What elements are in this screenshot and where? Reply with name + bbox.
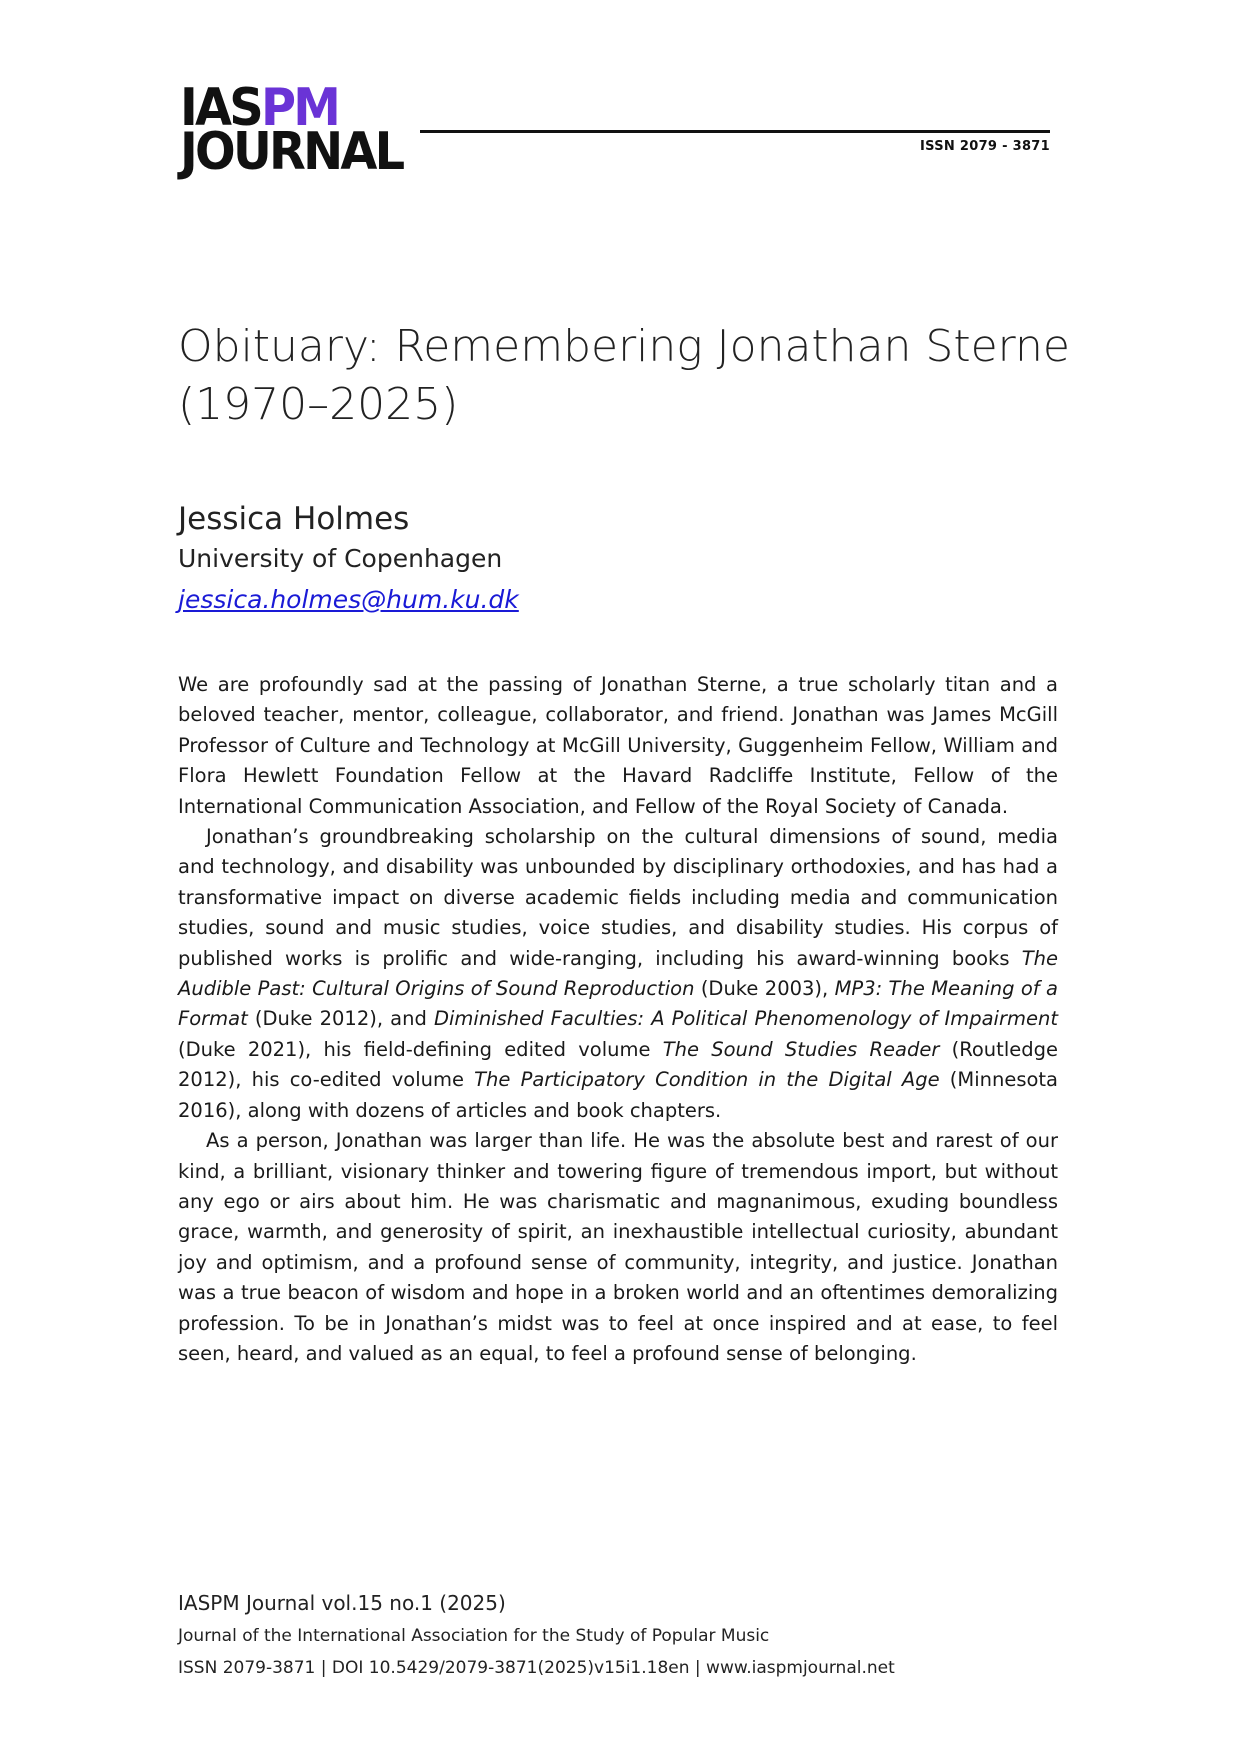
book-title: Diminished Faculties: A Political Phenomenology of Impairment [433,1007,1058,1031]
journal-logo [180,78,440,186]
paragraph-text: (Minnesota 2016), along with dozens of articles and book chapters. [178,1068,1059,1122]
header-rule [420,130,1050,133]
article-title: Obituary: Remembering Jonathan Sterne (1970–2025) [178,321,1070,430]
paragraph-text: (Routledge 2012), his co-edited volume [178,1037,1058,1092]
logo-text-journal: JOURNAL [180,122,403,182]
footer-journal-issue: IASPM Journal vol.15 no.1 (2025) [178,1591,506,1615]
paragraph-text: (Duke 2021), his field-defining edited volume [178,1037,663,1061]
paragraph-text: (Duke 2003), [694,977,835,1001]
logo-text-pm: PM [261,78,339,138]
logo-line-2 [180,122,419,182]
body-paragraph [178,822,1058,1126]
body-paragraph [178,1126,1058,1369]
author-email-link[interactable]: jessica.holmes@hum.ku.dk [178,585,519,614]
paragraph-text: (Duke 2012), and [247,1007,434,1031]
book-title: The Audible Past: Cultural Origins of Sound Reproduction [178,946,1058,1001]
footer-identifiers: ISSN 2079-3871 | DOI 10.5429/2079-3871(2025)v15i1.18en | www.iaspmjournal.net [178,1658,895,1678]
author-affiliation: University of Copenhagen [178,544,503,573]
logo-text-ias: IAS [180,78,262,138]
header-issn: ISSN 2079 - 3871 [920,139,1050,154]
page-footer [178,1586,1078,1684]
author-name: Jessica Holmes [178,501,410,537]
paragraph-text: Jonathan’s groundbreaking scholarship on the cultural dimensions of sound, media and technology, and disability was unbounded by disciplinary orthodoxies, and has had a transformative impact on diverse academic fields including media and communication studies, sound and music studies, voice studies, and disability studies. His corpus of published works is prolific and wide-ranging, including his award-winning books [178,825,1058,970]
footer-journal-name: Journal of the International Association for the Study of Popular Music [178,1626,770,1646]
author-block [178,498,519,622]
paragraph-text: As a person, Jonathan was larger than life. He was the absolute best and rarest of our kind, a brilliant, visionary thinker and towering figure of tremendous import, but without any ego or airs about him. He was charismatic and magnanimous, exuding boundless grace, warmth, and generosity of spirit, an inexhaustible intellectual curiosity, abundant joy and optimism, and a profound sense of community, integrity, and justice. Jonathan was a true beacon of wisdom and hope in a broken world and an oftentimes demoralizing profession. To be in Jonathan’s midst was to feel at once inspired and at ease, to feel seen, heard, and valued as an equal, to feel a profound sense of belonging. [178,1129,1058,1365]
book-title: MP3: The Meaning of a Format [178,977,1059,1031]
body-paragraph [178,670,1058,822]
book-title: The Participatory Condition in the Digital Age [474,1068,940,1092]
article-body [178,670,1058,1369]
paragraph-text: We are profoundly sad at the passing of Jonathan Sterne, a true scholarly titan and a beloved teacher, mentor, colleague, collaborator, and friend. Jonathan was James McGill Professor of Culture and Technology at McGill University, Guggenheim Fellow, William and Flora Hewlett Foundation Fellow at the Havard Radcliffe Institute, Fellow of the International Communication Association, and Fellow of the Royal Society of Canada. [178,673,1058,818]
book-title: The Sound Studies Reader [662,1037,940,1061]
